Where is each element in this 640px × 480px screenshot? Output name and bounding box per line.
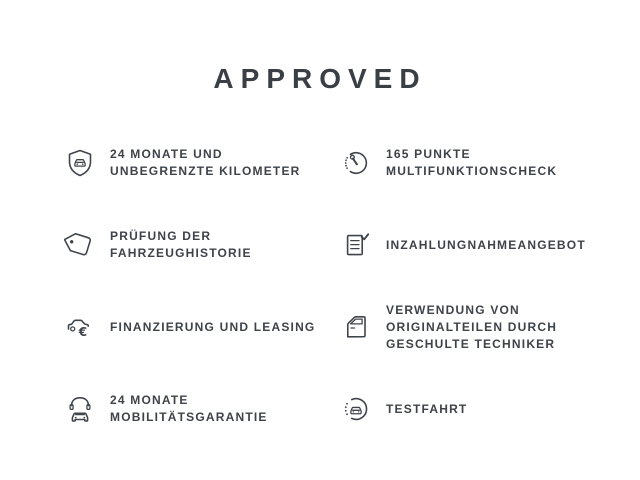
feature-item-trade-in-offer [340, 204, 610, 286]
document-check-icon [340, 229, 372, 261]
feature-item-mobility-guarantee [64, 368, 340, 450]
feature-item-test-drive [340, 368, 610, 450]
car-door-icon [340, 311, 372, 343]
feature-label: VERWENDUNG VON ORIGINALTEILEN DURCH GESCHULTE TECHNIKER [386, 302, 558, 351]
feature-label: 24 MONATE MOBILITÄTSGARANTIE [110, 393, 268, 424]
feature-item-financing-leasing [64, 286, 340, 368]
test-drive-circle-car-icon [340, 393, 372, 425]
feature-item-multifunction-check [340, 122, 610, 204]
page-title: APPROVED [213, 63, 427, 94]
feature-label: PRÜFUNG DER FAHRZEUGHISTORIE [110, 229, 252, 260]
feature-label: 24 MONATE UND UNBEGRENZTE KILOMETER [110, 147, 301, 178]
feature-label: 165 PUNKTE MULTIFUNKTIONSCHECK [386, 147, 558, 178]
feature-item-original-parts [340, 286, 610, 368]
price-tag-icon [64, 229, 96, 261]
feature-item-vehicle-history [64, 204, 340, 286]
feature-label: INZAHLUNGNAHMEANGEBOT [386, 237, 586, 252]
feature-item-warranty-kilometers [64, 122, 340, 204]
feature-grid [0, 122, 640, 450]
feature-label: TESTFAHRT [386, 401, 468, 416]
svg-text:€: € [78, 325, 88, 339]
car-headset-icon [64, 393, 96, 425]
car-euro-icon [64, 311, 96, 343]
multifunction-check-gauge-icon [340, 147, 372, 179]
feature-label: FINANZIERUNG UND LEASING [110, 319, 316, 334]
shield-car-icon [64, 147, 96, 179]
